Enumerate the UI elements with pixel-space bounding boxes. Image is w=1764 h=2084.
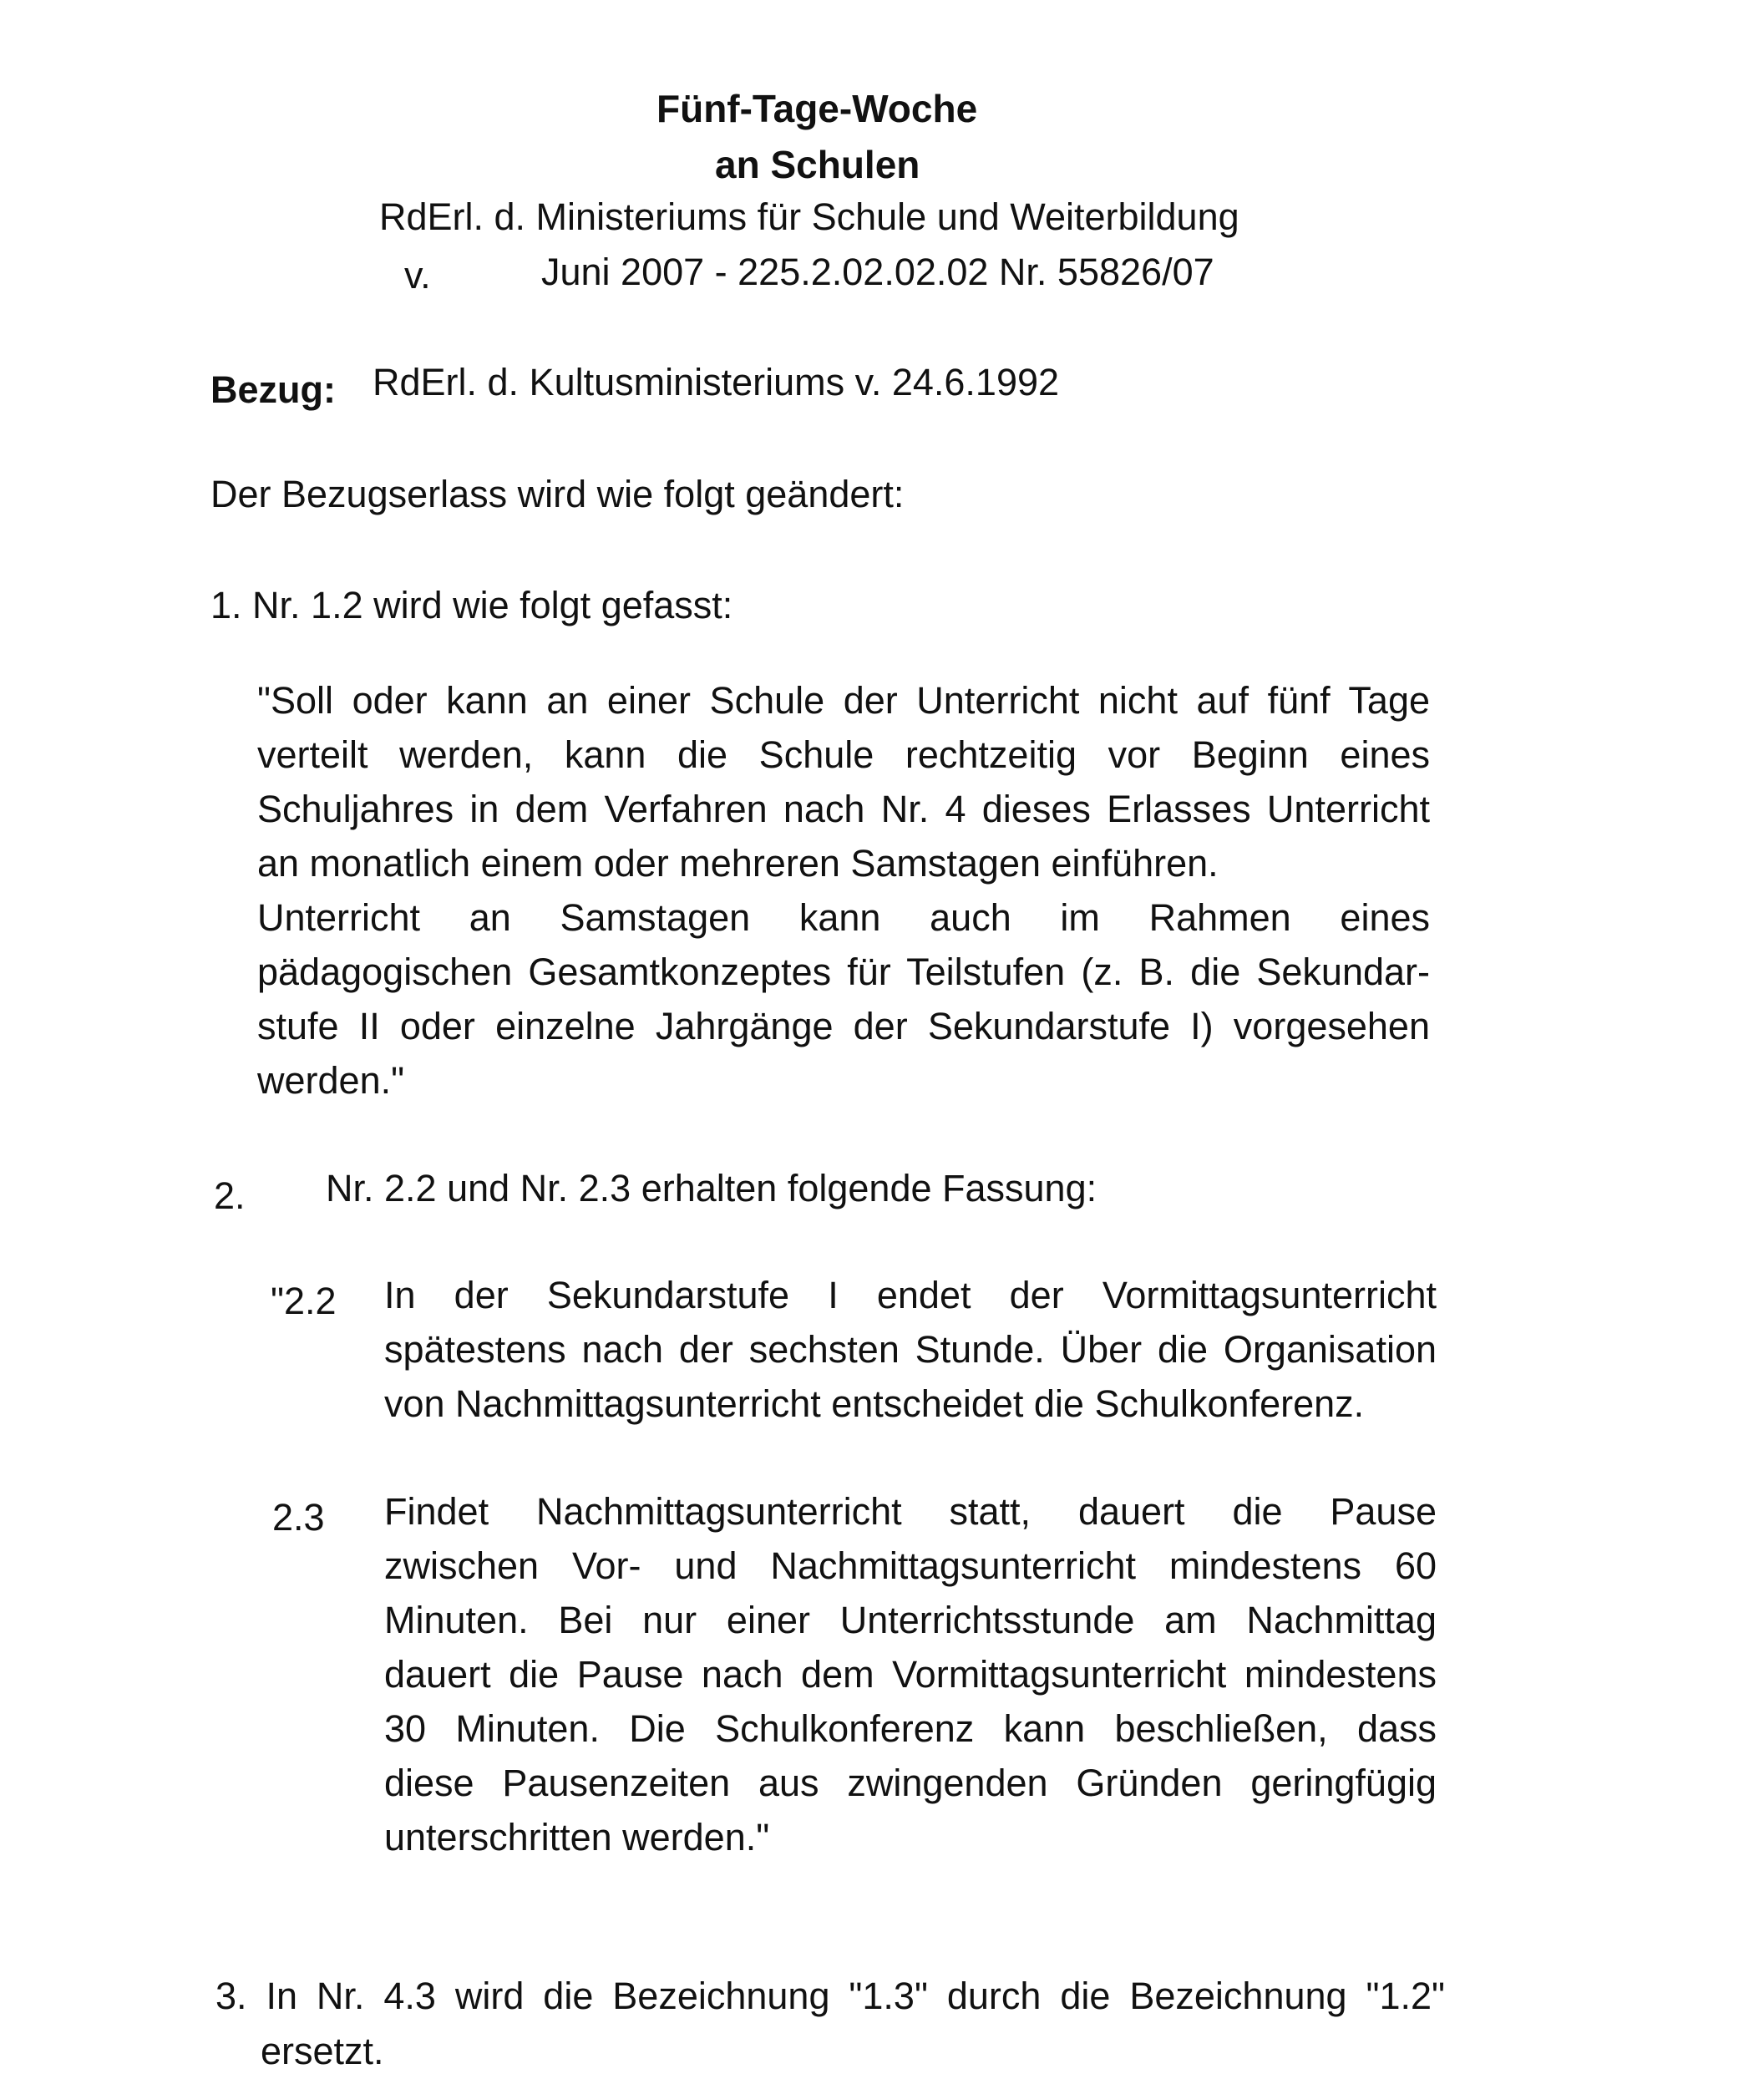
quote-line: verteilt werden, kann die Schule rechtzeitig vor Beginn eines [257, 733, 1430, 776]
sub-2-3-line: 30 Minuten. Die Schulkonferenz kann beschließen, dass [384, 1707, 1437, 1750]
sub-2-3-line: Minuten. Bei nur einer Unterrichtsstunde am Nachmittag [384, 1599, 1437, 1641]
quote-line: stufe II oder einzelne Jahrgänge der Sekundarstufe I) vorgesehen [257, 1005, 1430, 1047]
date-line: Juni 2007 - 225.2.02.02.02 Nr. 55826/07 [541, 251, 1214, 293]
item1-quote [257, 673, 1430, 1108]
quote-line: "Soll oder kann an einer Schule der Unterricht nicht auf fünf Tage [257, 679, 1430, 722]
reference-label: Bezug: [210, 368, 336, 411]
item3-line2: ersetzt. [261, 2030, 384, 2072]
sub-2-3-line: dauert die Pause nach dem Vormittagsunterricht mindestens [384, 1653, 1437, 1696]
sub-2-2-text [384, 1268, 1437, 1431]
sub-2-2-line: spätestens nach der sechsten Stunde. Über die Organisation [384, 1328, 1437, 1371]
item1-heading: 1. Nr. 1.2 wird wie folgt gefasst: [210, 584, 733, 626]
quote-line: werden." [257, 1059, 405, 1102]
sub-2-2-line: von Nachmittagsunterricht entscheidet die Schulkonferenz. [384, 1382, 1365, 1425]
sub-2-2-number: "2.2 [271, 1280, 337, 1322]
decree-line: RdErl. d. Ministeriums für Schule und Weiterbildung [379, 195, 1239, 238]
sub-2-3-line: Findet Nachmittagsunterricht statt, dauert die Pause [384, 1490, 1437, 1533]
quote-line: Schuljahres in dem Verfahren nach Nr. 4 dieses Erlasses Unterricht [257, 788, 1430, 830]
item2-heading: Nr. 2.2 und Nr. 2.3 erhalten folgende Fassung: [326, 1167, 1097, 1209]
quote-line: Unterricht an Samstagen kann auch im Rahmen eines [257, 896, 1430, 939]
sub-2-3-line: zwischen Vor- und Nachmittagsunterricht mindestens 60 [384, 1544, 1437, 1587]
sub-2-3-line: diese Pausenzeiten aus zwingenden Gründen geringfügig [384, 1762, 1437, 1804]
sub-2-2-line: In der Sekundarstufe I endet der Vormittagsunterricht [384, 1274, 1437, 1316]
intro-text: Der Bezugserlass wird wie folgt geändert: [210, 473, 905, 515]
reference-text: RdErl. d. Kultusministeriums v. 24.6.1992 [373, 361, 1060, 403]
item3-line1: 3. In Nr. 4.3 wird die Bezeichnung "1.3" durch die Bezeichnung "1.2" [215, 1975, 1445, 2017]
item3-text [215, 1969, 1445, 2023]
document-title-line1: Fünf-Tage-Woche [656, 87, 978, 130]
quote-line: pädagogischen Gesamtkonzeptes für Teilstufen (z. B. die Sekundar- [257, 951, 1430, 993]
document-title-line2: an Schulen [715, 143, 920, 186]
sub-2-3-number: 2.3 [272, 1496, 325, 1539]
quote-line: an monatlich einem oder mehreren Samstagen einführen. [257, 842, 1219, 885]
sub-2-3-text [384, 1484, 1437, 1864]
sub-2-3-line: unterschritten werden." [384, 1816, 770, 1858]
item2-number: 2. [214, 1174, 246, 1217]
date-prefix: v. [404, 254, 431, 297]
